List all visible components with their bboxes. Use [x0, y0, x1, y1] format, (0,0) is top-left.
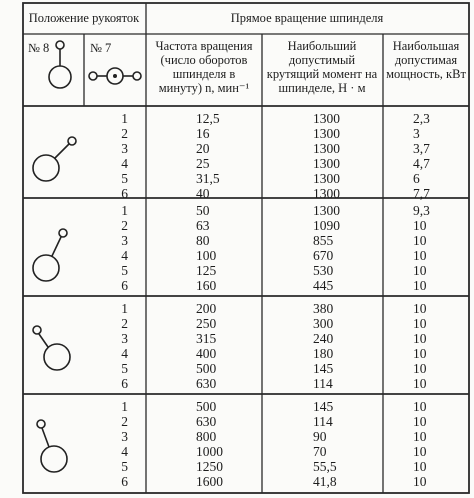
power-cell: 10	[413, 361, 427, 376]
power-cell: 10	[413, 263, 427, 278]
table-row	[121, 474, 427, 489]
torque-cell: 240	[313, 331, 334, 346]
table-row	[121, 218, 427, 233]
column-header-line: (число оборотов	[160, 53, 248, 67]
torque-cell: 1300	[313, 203, 340, 218]
torque-cell: 300	[313, 316, 334, 331]
column-header-line: минуту) n, мин⁻¹	[158, 81, 250, 95]
torque-cell: 145	[313, 399, 334, 414]
speed-cell: 63	[196, 218, 210, 233]
handle-7-position-cell: 5	[121, 459, 128, 474]
handle-7-position-cell: 6	[121, 278, 128, 293]
table-row	[121, 126, 420, 141]
speed-cell: 40	[196, 186, 210, 201]
table-row	[121, 429, 427, 444]
table-row	[121, 414, 427, 429]
power-cell: 10	[413, 414, 427, 429]
speed-cell: 25	[196, 156, 210, 171]
torque-cell: 380	[313, 301, 334, 316]
torque-cell: 445	[313, 278, 334, 293]
table-row	[121, 346, 427, 361]
torque-cell: 1090	[313, 218, 340, 233]
power-column-header	[386, 39, 466, 81]
power-cell: 10	[413, 316, 427, 331]
handle-8-icon	[49, 41, 71, 88]
column-header-line: мощность, кВт	[386, 67, 466, 81]
torque-cell: 145	[313, 361, 334, 376]
speed-cell: 630	[196, 414, 217, 429]
speed-cell: 1000	[196, 444, 223, 459]
table-rows	[121, 111, 430, 489]
handle-7-position-cell: 1	[121, 301, 128, 316]
handle-7-position-cell: 4	[121, 346, 128, 361]
torque-cell: 70	[313, 444, 327, 459]
table-row	[121, 171, 420, 186]
table-row	[121, 331, 427, 346]
torque-cell: 90	[313, 429, 327, 444]
handle-7-position-cell: 3	[121, 233, 128, 248]
speed-cell: 160	[196, 278, 217, 293]
speed-cell: 125	[196, 263, 217, 278]
handle-7-position-cell: 5	[121, 361, 128, 376]
column-header-line: Наибольшая	[392, 39, 460, 53]
speed-cell: 500	[196, 361, 217, 376]
speed-cell: 1250	[196, 459, 223, 474]
table-row	[121, 141, 430, 156]
handle-7-position-cell: 1	[121, 399, 128, 414]
handle-7-position-cell: 2	[121, 126, 128, 141]
column-header-line: крутящий момент на	[266, 67, 378, 81]
speed-cell: 31,5	[196, 171, 220, 186]
power-cell: 10	[413, 331, 427, 346]
speed-cell: 12,5	[196, 111, 220, 126]
power-cell: 10	[413, 218, 427, 233]
power-cell: 10	[413, 346, 427, 361]
handle-position-2-icon	[33, 229, 67, 281]
handle-7-position-cell: 5	[121, 263, 128, 278]
torque-cell: 41,8	[313, 474, 337, 489]
speed-cell: 80	[196, 233, 210, 248]
speed-cell: 20	[196, 141, 210, 156]
table-row	[121, 444, 427, 459]
power-cell: 10	[413, 278, 427, 293]
power-cell: 2,3	[413, 111, 430, 126]
speed-cell: 1600	[196, 474, 223, 489]
torque-cell: 1300	[313, 141, 340, 156]
handle-7-position-cell: 1	[121, 111, 128, 126]
speed-cell: 50	[196, 203, 210, 218]
power-cell: 10	[413, 399, 427, 414]
power-cell: 10	[413, 233, 427, 248]
handle-7-position-cell: 6	[121, 186, 128, 201]
power-cell: 3	[413, 126, 420, 141]
torque-column-header	[267, 39, 378, 95]
table-row	[121, 301, 427, 316]
torque-cell: 670	[313, 248, 334, 263]
column-header-line: Частота вращения	[155, 39, 253, 53]
handle-7-position-cell: 2	[121, 218, 128, 233]
power-cell: 10	[413, 301, 427, 316]
table-row	[121, 111, 430, 126]
torque-cell: 1300	[313, 126, 340, 141]
torque-cell: 1300	[313, 171, 340, 186]
speed-cell: 315	[196, 331, 217, 346]
table-row	[121, 459, 427, 474]
table-row	[121, 203, 430, 218]
table-row	[121, 156, 430, 171]
torque-cell: 1300	[313, 111, 340, 126]
handle-7-position-cell: 1	[121, 203, 128, 218]
table-row	[121, 399, 427, 414]
handle-7-label: № 7	[90, 41, 112, 55]
handle-7-position-cell: 5	[121, 171, 128, 186]
torque-cell: 1300	[313, 156, 340, 171]
speed-cell: 800	[196, 429, 217, 444]
handle-7-position-cell: 4	[121, 156, 128, 171]
handle-7-position-cell: 3	[121, 429, 128, 444]
table-row	[121, 278, 427, 293]
table-row	[121, 248, 427, 263]
speed-cell: 16	[196, 126, 210, 141]
table-row	[121, 316, 427, 331]
column-header-line: допустимая	[394, 53, 458, 67]
speed-cell: 400	[196, 346, 217, 361]
column-header-line: шпинделя в	[172, 67, 236, 81]
power-cell: 4,7	[413, 156, 430, 171]
handle-positions-header: Положение рукояток	[28, 11, 140, 25]
speed-cell: 200	[196, 301, 217, 316]
column-header-line: Наибольший	[287, 39, 357, 53]
torque-cell: 114	[313, 376, 333, 391]
power-cell: 3,7	[413, 141, 430, 156]
table-row	[121, 263, 427, 278]
torque-cell: 114	[313, 414, 333, 429]
handle-position-3-icon	[33, 326, 70, 370]
speed-cell: 630	[196, 376, 217, 391]
power-cell: 10	[413, 248, 427, 263]
column-header-line: допустимый	[288, 53, 356, 67]
table-row	[121, 233, 427, 248]
power-cell: 10	[413, 444, 427, 459]
handle-7-position-cell: 6	[121, 376, 128, 391]
column-header-line: шпинделе, Н · м	[278, 81, 366, 95]
power-cell: 10	[413, 474, 427, 489]
speed-cell: 500	[196, 399, 217, 414]
speed-cell: 100	[196, 248, 217, 263]
handle-7-position-cell: 2	[121, 316, 128, 331]
direct-rotation-header: Прямое вращение шпинделя	[230, 11, 384, 25]
power-cell: 7,7	[413, 186, 430, 201]
power-cell: 9,3	[413, 203, 430, 218]
handle-8-label: № 8	[28, 41, 50, 55]
power-cell: 10	[413, 376, 427, 391]
handle-7-position-cell: 4	[121, 248, 128, 263]
handle-7-position-cell: 3	[121, 331, 128, 346]
handle-7-position-cell: 4	[121, 444, 128, 459]
handle-7-position-cell: 3	[121, 141, 128, 156]
torque-cell: 530	[313, 263, 334, 278]
handle-position-4-icon	[37, 420, 67, 472]
handle-7-icon	[89, 68, 141, 84]
table-row	[121, 361, 427, 376]
power-cell: 10	[413, 459, 427, 474]
torque-cell: 1300	[313, 186, 340, 201]
handle-7-position-cell: 6	[121, 474, 128, 489]
table-row	[121, 376, 427, 391]
speed-column-header	[156, 39, 253, 95]
power-cell: 6	[413, 171, 420, 186]
speed-cell: 250	[196, 316, 217, 331]
handle-position-1-icon	[33, 137, 76, 181]
handle-7-position-cell: 2	[121, 414, 128, 429]
power-cell: 10	[413, 429, 427, 444]
torque-cell: 180	[313, 346, 334, 361]
torque-cell: 55,5	[313, 459, 337, 474]
torque-cell: 855	[313, 233, 334, 248]
